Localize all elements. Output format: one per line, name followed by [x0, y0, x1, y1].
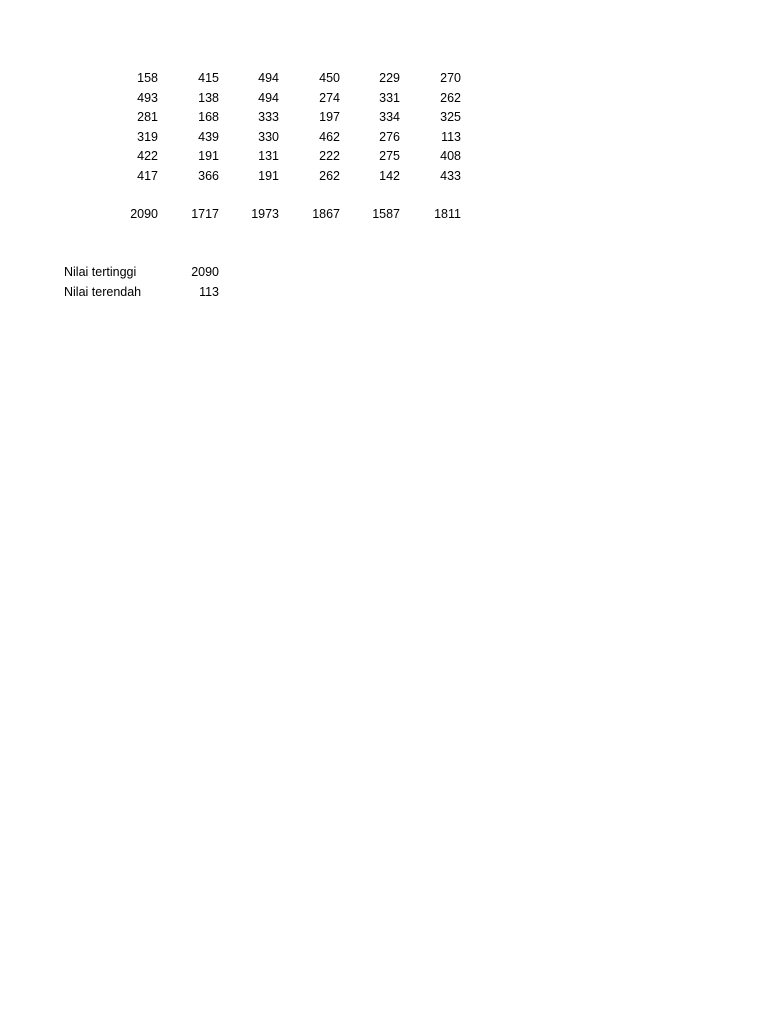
total-cell: 1717 [191, 207, 219, 221]
min-value-label: Nilai terendah [64, 285, 142, 299]
table-cell: 197 [319, 110, 340, 124]
table-cell: 131 [258, 149, 279, 163]
table-cell: 229 [379, 71, 400, 85]
table-cell: 275 [379, 149, 400, 163]
table-cell: 462 [319, 130, 340, 144]
table-cell: 333 [258, 110, 279, 124]
table-cell: 262 [319, 169, 340, 183]
total-cell: 1973 [251, 207, 279, 221]
table-cell: 270 [440, 71, 461, 85]
table-cell: 319 [137, 130, 158, 144]
table-cell: 494 [258, 71, 279, 85]
table-cell: 158 [137, 71, 158, 85]
table-cell: 142 [379, 169, 400, 183]
table-cell: 415 [198, 71, 219, 85]
table-cell: 331 [379, 91, 400, 105]
table-cell: 191 [258, 169, 279, 183]
total-cell: 1867 [312, 207, 340, 221]
table-cell: 330 [258, 130, 279, 144]
total-cell: 2090 [130, 207, 158, 221]
table-cell: 274 [319, 91, 340, 105]
total-cell: 1587 [372, 207, 400, 221]
table-cell: 276 [379, 130, 400, 144]
table-cell: 325 [440, 110, 461, 124]
table-cell: 281 [137, 110, 158, 124]
table-cell: 366 [198, 169, 219, 183]
table-cell: 138 [198, 91, 219, 105]
table-cell: 408 [440, 149, 461, 163]
table-cell: 168 [198, 110, 219, 124]
table-cell: 494 [258, 91, 279, 105]
min-value: 113 [199, 285, 219, 299]
max-value-label: Nilai tertinggi [64, 265, 137, 279]
table-cell: 417 [137, 169, 158, 183]
table-cell: 222 [319, 149, 340, 163]
table-cell: 113 [441, 130, 461, 144]
table-cell: 262 [440, 91, 461, 105]
table-cell: 191 [198, 149, 219, 163]
total-cell: 1811 [434, 207, 461, 221]
table-cell: 450 [319, 71, 340, 85]
table-cell: 433 [440, 169, 461, 183]
max-value: 2090 [191, 265, 219, 279]
table-cell: 439 [198, 130, 219, 144]
table-cell: 422 [137, 149, 158, 163]
table-cell: 493 [137, 91, 158, 105]
table-cell: 334 [379, 110, 400, 124]
